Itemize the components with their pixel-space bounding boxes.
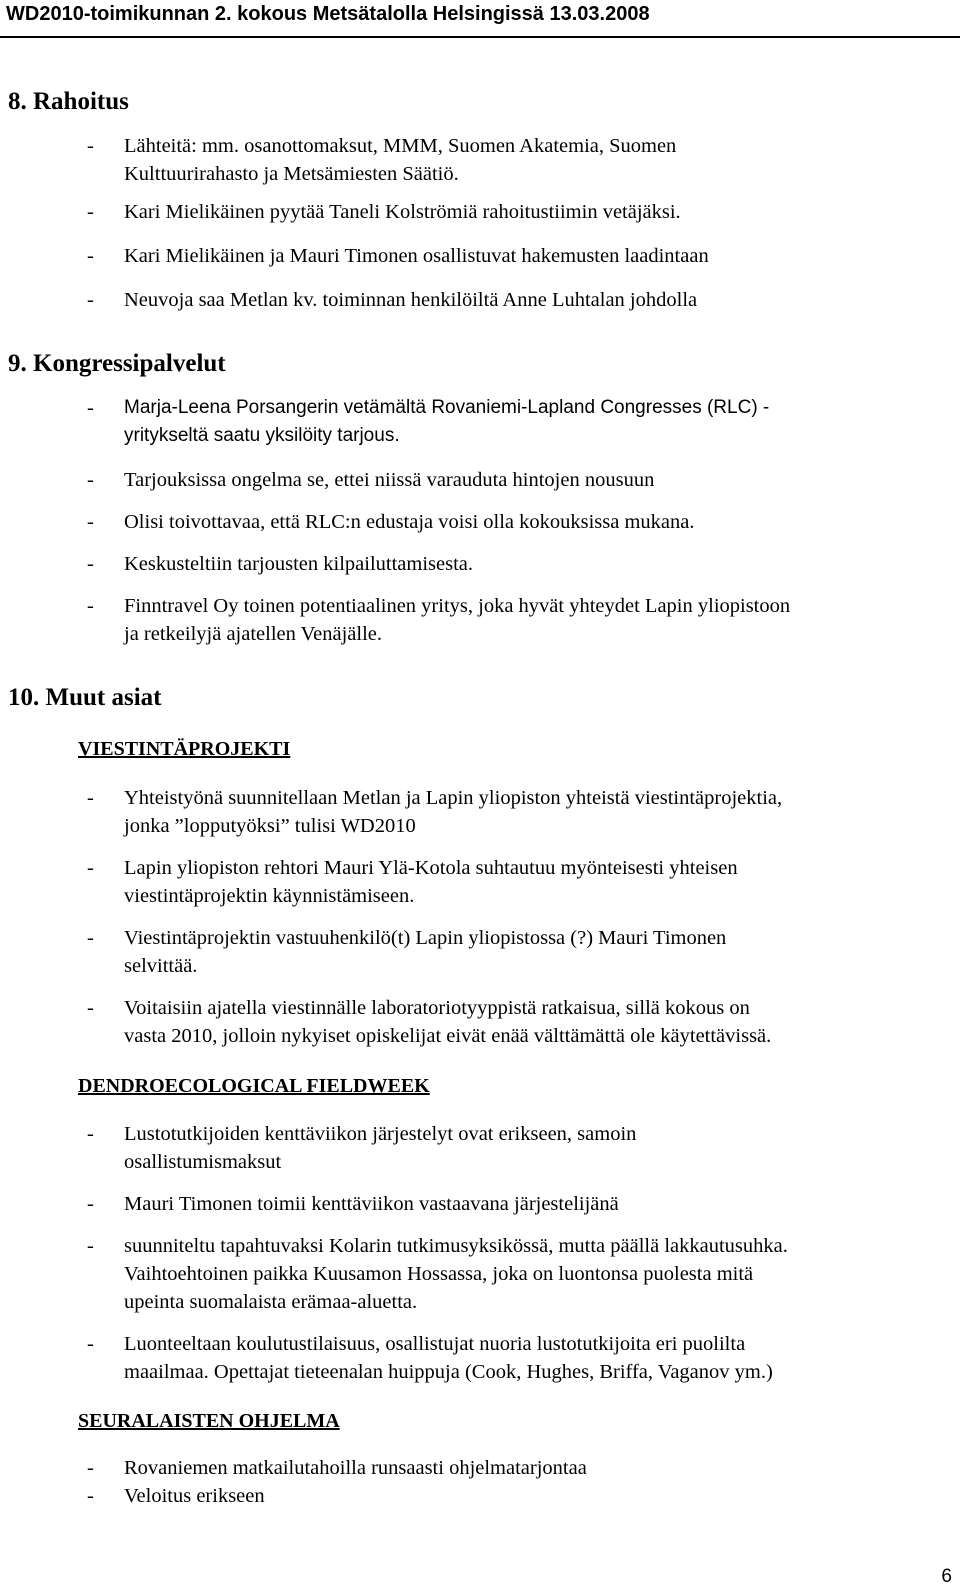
list-item-text: Kari Mielikäinen ja Mauri Timonen osallistuvat hakemusten laadintaan xyxy=(124,245,709,267)
list-item-text: viestintäprojektin käynnistämiseen. xyxy=(124,885,415,907)
document-title: WD2010-toimikunnan 2. kokous Metsätalolla Helsingissä 13.03.2008 xyxy=(6,3,650,25)
bullet-dash: - xyxy=(87,1333,94,1355)
list-item-text: Mauri Timonen toimii kenttäviikon vastaavana järjestelijänä xyxy=(124,1193,619,1215)
list-item-text: Lähteitä: mm. osanottomaksut, MMM, Suomen Akatemia, Suomen xyxy=(124,135,677,157)
list-item-text: Lustotutkijoiden kenttäviikon järjestelyt ovat erikseen, samoin xyxy=(124,1123,637,1145)
list-item-text: Rovaniemen matkailutahoilla runsaasti ohjelmatarjontaa xyxy=(124,1457,587,1479)
list-item-text: Olisi toivottavaa, että RLC:n edustaja voisi olla kokouksissa mukana. xyxy=(124,511,695,533)
list-item-text: Kulttuurirahasto ja Metsämiesten Säätiö. xyxy=(124,163,459,185)
list-item-text: Marja-Leena Porsangerin vetämältä Rovaniemi-Lapland Congresses (RLC) - xyxy=(124,397,770,418)
subsection-title-viestintaprojekti: VIESTINTÄPROJEKTI xyxy=(78,738,291,760)
bullet-dash: - xyxy=(87,927,94,949)
list-item-text: yritykseltä saatu yksilöity tarjous. xyxy=(124,425,400,446)
subsection-title-seuralaisten-ohjelma: SEURALAISTEN OHJELMA xyxy=(78,1410,340,1432)
bullet-dash: - xyxy=(87,135,94,157)
list-item-text: Voitaisiin ajatella viestinnälle laboratoriotyyppistä ratkaisua, sillä kokous on xyxy=(124,997,750,1019)
list-item-text: Luonteeltaan koulutustilaisuus, osallistujat nuoria lustotutkijoita eri puolilta xyxy=(124,1333,746,1355)
list-item-text: upeinta suomalaista erämaa-aluetta. xyxy=(124,1291,418,1313)
list-item-text: osallistumismaksut xyxy=(124,1151,282,1173)
bullet-dash: - xyxy=(87,289,94,311)
page-header xyxy=(0,0,960,38)
list-item-text: ja retkeilyjä ajatellen Venäjälle. xyxy=(124,623,383,645)
bullet-dash: - xyxy=(87,553,94,575)
bullet-dash: - xyxy=(87,245,94,267)
bullet-dash: - xyxy=(87,469,94,491)
list-item-text: Yhteistyönä suunnitellaan Metlan ja Lapin yliopiston yhteistä viestintäprojektia, xyxy=(124,787,783,809)
bullet-dash: - xyxy=(87,857,94,879)
bullet-dash: - xyxy=(87,1457,94,1479)
list-item-text: Kari Mielikäinen pyytää Taneli Kolströmiä rahoitustiimin vetäjäksi. xyxy=(124,201,681,223)
list-item-text: vasta 2010, jolloin nykyiset opiskelijat eivät enää välttämättä ole käytettävissä. xyxy=(124,1025,772,1047)
list-item-text: Veloitus erikseen xyxy=(124,1485,265,1507)
bullet-dash: - xyxy=(87,997,94,1019)
list-item-text: suunniteltu tapahtuvaksi Kolarin tutkimusyksikössä, mutta päällä lakkautusuhka. xyxy=(124,1235,788,1257)
subsection-title-dendroecological-fieldweek: DENDROECOLOGICAL FIELDWEEK xyxy=(78,1075,430,1097)
list-item-text: selvittää. xyxy=(124,955,198,977)
bullet-dash: - xyxy=(87,595,94,617)
list-item-text: Neuvoja saa Metlan kv. toiminnan henkilöiltä Anne Luhtalan johdolla xyxy=(124,289,698,311)
bullet-dash: - xyxy=(87,1485,94,1507)
bullet-dash: - xyxy=(87,1123,94,1145)
bullet-dash: - xyxy=(87,511,94,533)
list-item-text: Viestintäprojektin vastuuhenkilö(t) Lapin yliopistossa (?) Mauri Timonen xyxy=(124,927,727,949)
list-item-text: maailmaa. Opettajat tieteenalan huippuja (Cook, Hughes, Briffa, Vaganov ym.) xyxy=(124,1361,773,1383)
list-item-text: Finntravel Oy toinen potentiaalinen yritys, joka hyvät yhteydet Lapin yliopistoon xyxy=(124,595,791,617)
bullet-dash: - xyxy=(87,787,94,809)
list-item-text: Lapin yliopiston rehtori Mauri Ylä-Kotola suhtautuu myönteisesti yhteisen xyxy=(124,857,738,879)
section-heading-rahoitus: 8. Rahoitus xyxy=(8,88,129,115)
bullet-dash: - xyxy=(87,1193,94,1215)
bullet-dash: - xyxy=(87,201,94,223)
section-heading-muut-asiat: 10. Muut asiat xyxy=(8,684,162,711)
list-item-text: Tarjouksissa ongelma se, ettei niissä varauduta hintojen nousuun xyxy=(124,469,655,491)
list-item-text: Vaihtoehtoinen paikka Kuusamon Hossassa, joka on luontonsa puolesta mitä xyxy=(124,1263,754,1285)
section-heading-kongressipalvelut: 9. Kongressipalvelut xyxy=(8,350,226,377)
bullet-dash: - xyxy=(87,1235,94,1257)
page-number: 6 xyxy=(941,1566,952,1587)
list-item-text: Keskusteltiin tarjousten kilpailuttamisesta. xyxy=(124,553,474,575)
bullet-dash: - xyxy=(87,397,94,419)
list-item-text: jonka ”lopputyöksi” tulisi WD2010 xyxy=(124,815,416,837)
